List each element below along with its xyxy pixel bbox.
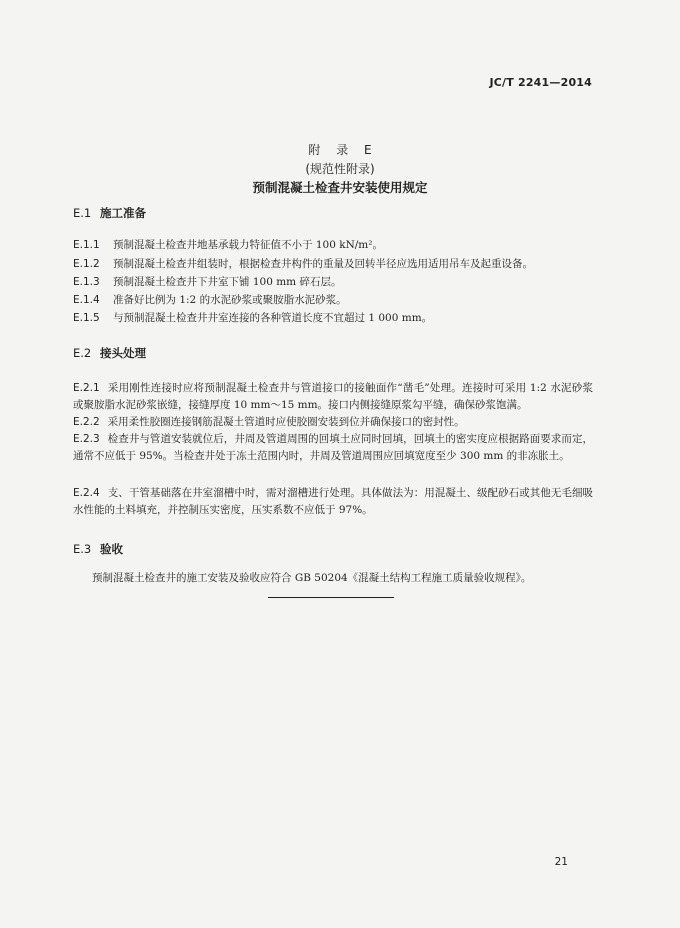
clause-number: E.1.4 [73,294,100,306]
clause-text: 采用刚性连接时应将预制混凝土检查井与管道接口的接触面作“凿毛”处理。连接时可采用 1:2 水泥砂浆或聚胺脂水泥砂浆嵌缝，接缝厚度 10 mm～15 mm。接口内侧接缝原浆勾平缝，确保砂浆饱满。 [73,382,593,411]
clause-number: E.2.4 [73,487,100,499]
clause-text: 采用柔性胶圈连接钢筋混凝土管道时应使胶圈安装到位并确保接口的密封性。 [107,416,465,428]
clause-number: E.1.3 [73,276,100,288]
end-rule [268,597,394,598]
clause-number: E.1.1 [73,239,100,251]
clause-e1-3 [73,273,593,291]
section-title: 接头处理 [100,346,146,360]
section-heading-e3 [73,541,123,557]
clause-e2-2 [73,414,593,431]
section-title: 验收 [100,542,123,556]
clause-text: 支、干管基础落在井室溜槽中时，需对溜槽进行处理。具体做法为：用混凝土、级配砂石或其他无毛细吸水性能的土料填充，并控制压实密度，压实系数不应低于 97%。 [73,487,593,516]
clause-number: E.1.5 [73,312,100,324]
clause-text: 预制混凝土检查井组装时，根据检查井构件的重量及回转半径应选用适用吊车及起重设备。 [113,258,533,270]
annex-label: 附 录 E [308,143,378,157]
section-heading-e1 [73,205,146,221]
clause-e1-2 [73,255,593,273]
clause-e2-3 [73,431,593,464]
clause-number: E.2.1 [73,382,100,394]
section-number: E.3 [73,542,92,556]
clause-e2-4 [73,485,593,518]
clause-e1-4 [73,291,593,309]
section-title: 施工准备 [100,206,146,220]
clause-e2-1 [73,380,593,413]
annex-title-block [0,140,680,198]
annex-type: (规范性附录) [305,162,375,176]
clause-text: 检查井与管道安装就位后，井周及管道周围的回填土应同时回填，回填土的密实度应根据路面要求而定，通常不应低于 95%。当检查井处于冻土范围内时，井周及管道周围应回填宽度至少 300 mm 的非冻胀土。 [73,433,593,462]
section-number: E.2 [73,346,92,360]
clause-text: 预制混凝土检查井地基承载力特征值不小于 100 kN/m²。 [113,239,383,251]
clause-number: E.2.3 [73,433,100,445]
section-heading-e2 [73,345,146,361]
clause-e1-5 [73,309,593,327]
clause-number: E.1.2 [73,258,100,270]
section-number: E.1 [73,206,92,220]
page-number: 21 [554,856,568,868]
clause-e1-1 [73,236,593,254]
clause-number: E.2.2 [73,416,100,428]
standard-code: JC/T 2241—2014 [489,76,592,89]
clause-text: 准备好比例为 1:2 的水泥砂浆或聚胺脂水泥砂浆。 [113,294,347,306]
clause-text: 与预制混凝土检查井井室连接的各种管道长度不宜超过 1 000 mm。 [113,312,433,324]
clause-text: 预制混凝土检查井下井室下铺 100 mm 碎石层。 [113,276,342,288]
annex-title: 预制混凝土检查井安装使用规定 [252,180,428,195]
acceptance-text: 预制混凝土检查井的施工安装及验收应符合 GB 50204《混凝土结构工程施工质量验收规程》。 [92,572,532,584]
